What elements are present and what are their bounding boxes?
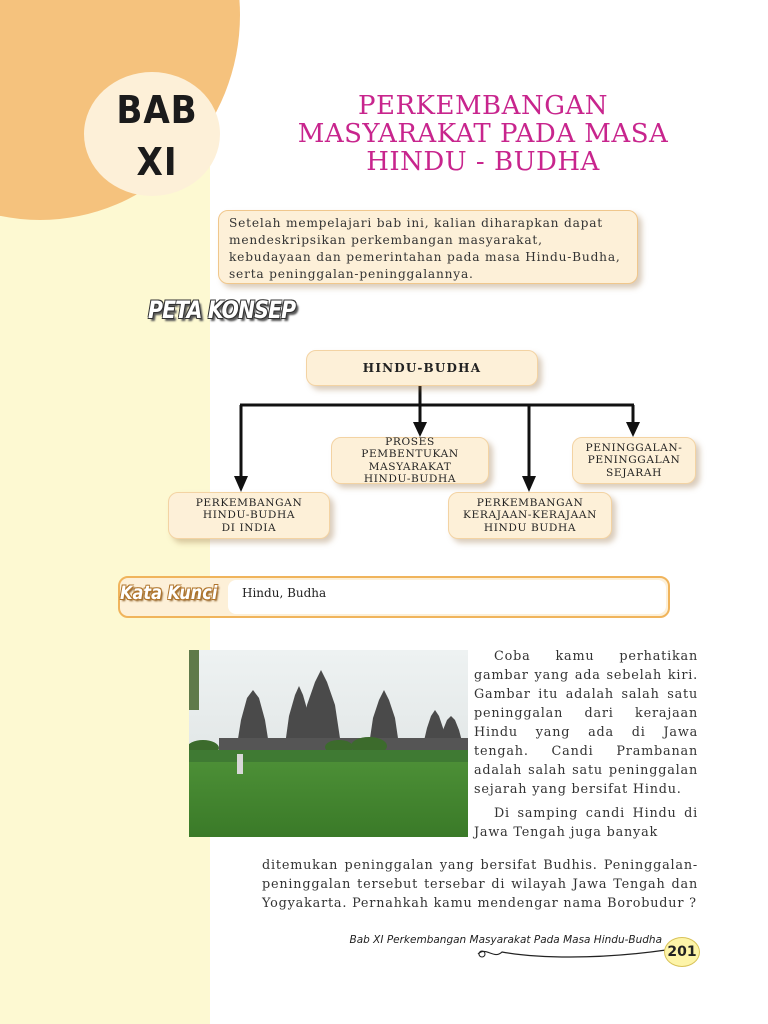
concept-node-root: HINDU-BUDHA — [306, 350, 538, 386]
page-number: 201 — [664, 937, 700, 967]
title-line-3: HINDU - BUDHA — [366, 147, 600, 177]
keywords-text: Hindu, Budha — [242, 586, 327, 600]
body-paragraph-3: ditemukan peninggalan yang bersifat Budhis. Peninggalan-peninggalan tersebut tersebar di wilayah Jawa Tengah dan Yogyakarta. Pernahkah kamu mendengar nama Borobudur ? — [262, 858, 698, 911]
learning-objective-box: Setelah mempelajari bab ini, kalian diharapkan dapat mendeskripsikan perkembangan masyarakat, kebudayaan dan pemerintahan pada masa Hindu-Budha, serta peninggalan-peninggalannya. — [218, 210, 638, 284]
concept-node-proses — [331, 437, 489, 484]
concept-node-india — [168, 492, 330, 539]
node-peninggalan-line-2: PENINGGALAN — [587, 454, 681, 467]
concept-node-peninggalan — [572, 437, 696, 484]
body-paragraph-2: Di samping candi Hindu di Jawa Tengah juga banyak — [474, 806, 698, 840]
bab-word: BAB — [116, 88, 198, 132]
running-footer: Bab XI Perkembangan Masyarakat Pada Masa Hindu-Budha — [349, 934, 662, 946]
keywords-label: Kata Kunci — [120, 582, 218, 604]
footer-swirl — [476, 944, 676, 964]
node-proses-line-2: MASYARAKAT — [368, 460, 452, 473]
body-paragraph-1: Coba kamu perhatikan gambar yang ada sebelah kiri. Gambar itu adalah salah satu peninggalan dari kerajaan Hindu yang ada di Jawa tengah. Candi Prambanan adalah salah satu peninggalan sejarah yang bersifat Hindu. — [474, 649, 698, 797]
arrowhead-peninggalan — [626, 422, 640, 437]
prambanan-temple-photo — [189, 650, 468, 837]
node-india-line-2: HINDU-BUDHA — [202, 509, 296, 522]
node-kerajaan-line-1: PERKEMBANGAN — [476, 496, 584, 509]
node-peninggalan-line-1: PENINGGALAN- — [585, 441, 683, 454]
concept-map-heading: PETA KONSEP — [148, 296, 296, 324]
arrowhead-kerajaan — [522, 476, 536, 492]
arrowhead-india — [234, 476, 248, 492]
node-proses-line-1: PROSES PEMBENTUKAN — [361, 435, 459, 460]
node-proses-line-3: HINDU-BUDHA — [363, 473, 457, 485]
concept-node-kerajaan — [448, 492, 612, 539]
title-line-2: MASYARAKAT PADA MASA — [297, 119, 669, 149]
bab-number: XI — [136, 140, 178, 184]
title-line-1: PERKEMBANGAN — [357, 91, 608, 121]
node-india-line-1: PERKEMBANGAN — [195, 496, 303, 509]
node-peninggalan-line-3: SEJARAH — [606, 466, 662, 479]
node-kerajaan-line-3: HINDU BUDHA — [483, 521, 577, 534]
node-kerajaan-line-2: KERAJAAN-KERAJAAN — [463, 509, 597, 522]
node-india-line-3: DI INDIA — [221, 521, 277, 534]
